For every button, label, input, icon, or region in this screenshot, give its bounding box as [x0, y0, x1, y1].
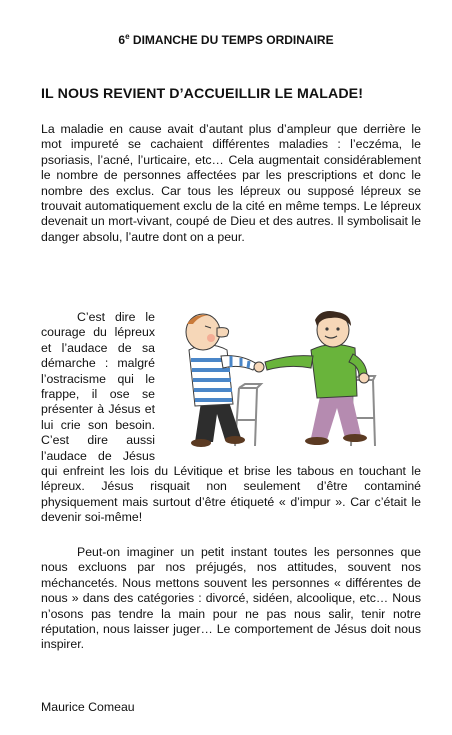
- author-signature: Maurice Comeau: [41, 700, 135, 714]
- paragraph-3-container: [41, 545, 421, 653]
- article-headline: IL NOUS REVIENT D’ACCUEILLIR LE MALADE!: [41, 86, 364, 102]
- paragraph-3: Peut-on imaginer un petit instant toutes les personnes que nous excluons par nos préjugés, nos attitudes, souvent nos méchancetés. Nous mettons souvent les personnes « différentes de nous » dans des catégories : divorcé, sidéen, alcoolique, etc… Nous n’osons pas tendre la main pour ne pas nous salir, tenir notre réputation, nous laisser juger… Le comportement de Jésus doit nous inspirer.: [41, 545, 421, 652]
- two-men-with-walkers-icon: [161, 310, 421, 450]
- paragraph-2: C’est dire le courage du lépreux et l’audace de sa démarche : malgré l’ostracisme qui le frappe, il ose se présenter à Jésus et lui crie son besoin. C’est dire aussi l’audace de Jésus qui enfreint les lois du Lévitique et brise les tabous en touchant le lépreux. Jésus risquait non seulement d’être contaminé physiquement mais surtout d’être étiqueté « d’impur ». Car c’était le devenir soi-même!: [41, 310, 421, 525]
- header-number: 6: [118, 33, 126, 47]
- header-text: DIMANCHE DU TEMPS ORDINAIRE: [132, 33, 334, 47]
- page-header: [0, 33, 452, 47]
- header-suffix: e: [125, 32, 130, 41]
- paragraph-1: La maladie en cause avait d’autant plus d’ampleur que derrière le mot impureté se cachaient différentes maladies : l’eczéma, le psoriasis, l’acné, l’urticaire, etc… Cela augmentait considérablement le nombre de personnes affectées par les prescriptions et donc le nombre des exclus. Car tous les lépreux ou supposé lépreux se trouvait automatiquement exclu de la cité en même temps. Le lépreux devenait un mort-vivant, coupé de Dieu et des autres. Il symbolisait le danger absolu, l’autre dont on a peur.: [41, 122, 421, 244]
- illustration: [161, 310, 421, 450]
- paragraph-2-container: [41, 310, 421, 526]
